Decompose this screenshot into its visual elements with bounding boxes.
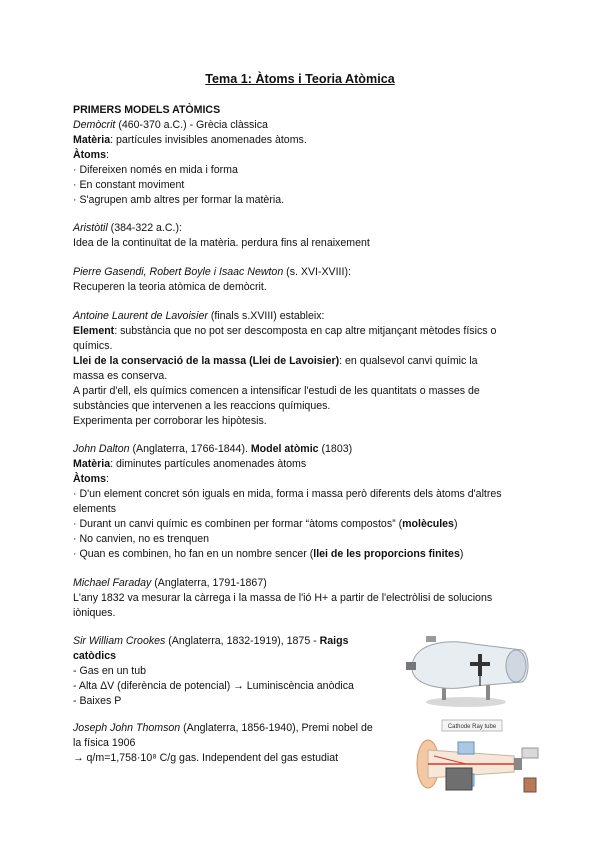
faraday-name: Michael Faraday [73, 577, 152, 589]
lavoisier-dates: (finals s.XVIII) estableix: [207, 310, 325, 322]
gasendi-names: Pierre Gasendi, Robert Boyle i Isaac Newton [73, 266, 284, 278]
lavoisier-element-cont: químics. [73, 340, 113, 352]
lavoisier-llei [73, 354, 478, 369]
cathode-gun [514, 758, 522, 770]
atoms-colon: : [105, 149, 109, 161]
thomson-dates: (Anglaterra, 1856-1940), Premi nobel de [180, 722, 373, 734]
faraday-t2: iòniques. [73, 607, 116, 619]
crookes-header [73, 634, 348, 649]
magnet [446, 768, 472, 790]
materia-text: : partícules invisibles anomenades àtoms. [110, 134, 307, 146]
lavoisier-p2: substàncies que intervenen a les reaccions químiques. [73, 400, 331, 412]
dalton-item: · No canvien, no es trenquen [73, 533, 210, 545]
raigs-term: Raigs [319, 635, 349, 647]
aristotil-name: Aristòtil [73, 222, 108, 234]
gasendi-header [73, 265, 351, 280]
llei-label: Llei de la conservació de la massa (Llei de Lavoisier) [73, 355, 340, 367]
democrit-item: · Difereixen només en mida i forma [73, 164, 238, 176]
cathode-ray-tube-image [414, 718, 544, 798]
democrit-item: · S'agrupen amb altres per formar la matèria. [73, 194, 285, 206]
democrit-header [73, 118, 268, 133]
thomson-t2: la física 1906 [73, 737, 136, 749]
catodics-term: catòdics [73, 650, 116, 662]
molecules-term: molècules [402, 518, 454, 530]
tube-base-shadow [426, 697, 506, 707]
democrit-materia [73, 133, 307, 148]
dalton-materia [73, 457, 306, 472]
atoms-label: Àtoms [73, 149, 106, 161]
dalton-name: John Dalton [73, 443, 130, 455]
lavoisier-p3: Experimenta per corroborar les hipòtesis. [73, 415, 267, 427]
power-supply-top [522, 748, 538, 758]
crookes-item: - Alta ΔV (diferència de potencial) → Luminiscència anòdica [73, 680, 354, 692]
llei-text: : en qualsevol canvi químic la [339, 355, 478, 367]
dalton-item: · D'un element concret són iguals en mida, forma i massa però diferents dels àtoms d'altres [73, 488, 502, 500]
dalton-item-text: · Quan es combinen, ho fan en un nombre sencer ( [73, 548, 314, 560]
lavoisier-element [73, 324, 496, 339]
faraday-t1: L'any 1832 va mesurar la càrrega i la massa de l'ió H+ a partir de l'electròlisi de solucions [73, 592, 493, 604]
anode-terminal [426, 636, 436, 642]
dalton-header [73, 442, 352, 457]
thomson-name: Joseph John Thomson [73, 722, 181, 734]
element-text: : substància que no pot ser descomposta en cap altre mitjançant mètodes físics o [114, 325, 497, 337]
crookes-tube-image [404, 624, 532, 710]
dalton-dates: (Anglaterra, 1766-1844). [129, 443, 251, 455]
document-title: Tema 1: Àtoms i Teoria Atòmica [205, 72, 395, 86]
aristotil-header [73, 221, 182, 236]
faraday-dates: (Anglaterra, 1791-1867) [151, 577, 267, 589]
dalton-atoms [73, 472, 109, 487]
model-label: Model atòmic [250, 443, 319, 455]
dalton-atoms-colon: : [105, 473, 109, 485]
crookes-item: - Baixes P [73, 695, 122, 707]
crookes-item: - Gas en un tub [73, 665, 147, 677]
aristotil-text: Idea de la continuïtat de la matèria. perdura fins al renaixement [73, 237, 370, 249]
faraday-header [73, 576, 267, 591]
thomson-t3: → q/m=1,758·10⁸ C/g gas. Independent del gas estudiat [73, 752, 339, 764]
democrit-dates: (460-370 a.C.) - Grècia clàssica [115, 119, 268, 131]
deflection-plate-top [458, 742, 474, 754]
democrit-name: Demòcrit [73, 119, 116, 131]
lavoisier-llei-cont: massa es conserva. [73, 370, 168, 382]
lavoisier-name: Antoine Laurent de Lavoisier [73, 310, 208, 322]
dalton-item-text: · Durant un canvi químic es combinen per formar “àtoms compostos” ( [73, 518, 403, 530]
aristotil-dates: (384-322 a.C.): [107, 222, 182, 234]
dalton-atoms-label: Àtoms [73, 473, 106, 485]
figure-caption: Cathode Ray tube [447, 724, 497, 730]
proporcions-term: llei de les proporcions finites [313, 548, 460, 560]
model-year: (1803) [318, 443, 353, 455]
dalton-item-end: ) [459, 548, 464, 560]
dalton-materia-text: : diminutes partícules anomenades àtoms [110, 458, 307, 470]
element-label: Element [73, 325, 115, 337]
gasendi-dates: (s. XVI-XVIII): [283, 266, 351, 278]
tube-end [506, 650, 526, 682]
section-heading: PRIMERS MODELS ATÒMICS [73, 104, 221, 116]
crookes-dates: (Anglaterra, 1832-1919), 1875 - [165, 635, 320, 647]
democrit-atoms [73, 148, 109, 163]
dalton-item [73, 517, 457, 532]
dalton-item [73, 547, 463, 562]
lavoisier-p1: A partir d'ell, els químics comencen a intensificar l'estudi de les quantitats o masses de [73, 385, 480, 397]
cathode [406, 662, 416, 670]
battery [524, 778, 536, 792]
dalton-item-cont: elements [73, 503, 116, 515]
dalton-item-end: ) [453, 518, 458, 530]
crookes-name: Sir William Crookes [73, 635, 166, 647]
gasendi-text: Recuperen la teoria atòmica de demòcrit. [73, 281, 267, 293]
dalton-materia-label: Matèria [73, 458, 111, 470]
democrit-item: · En constant moviment [73, 179, 185, 191]
thomson-header [73, 721, 373, 736]
lavoisier-header [73, 309, 324, 324]
materia-label: Matèria [73, 134, 111, 146]
